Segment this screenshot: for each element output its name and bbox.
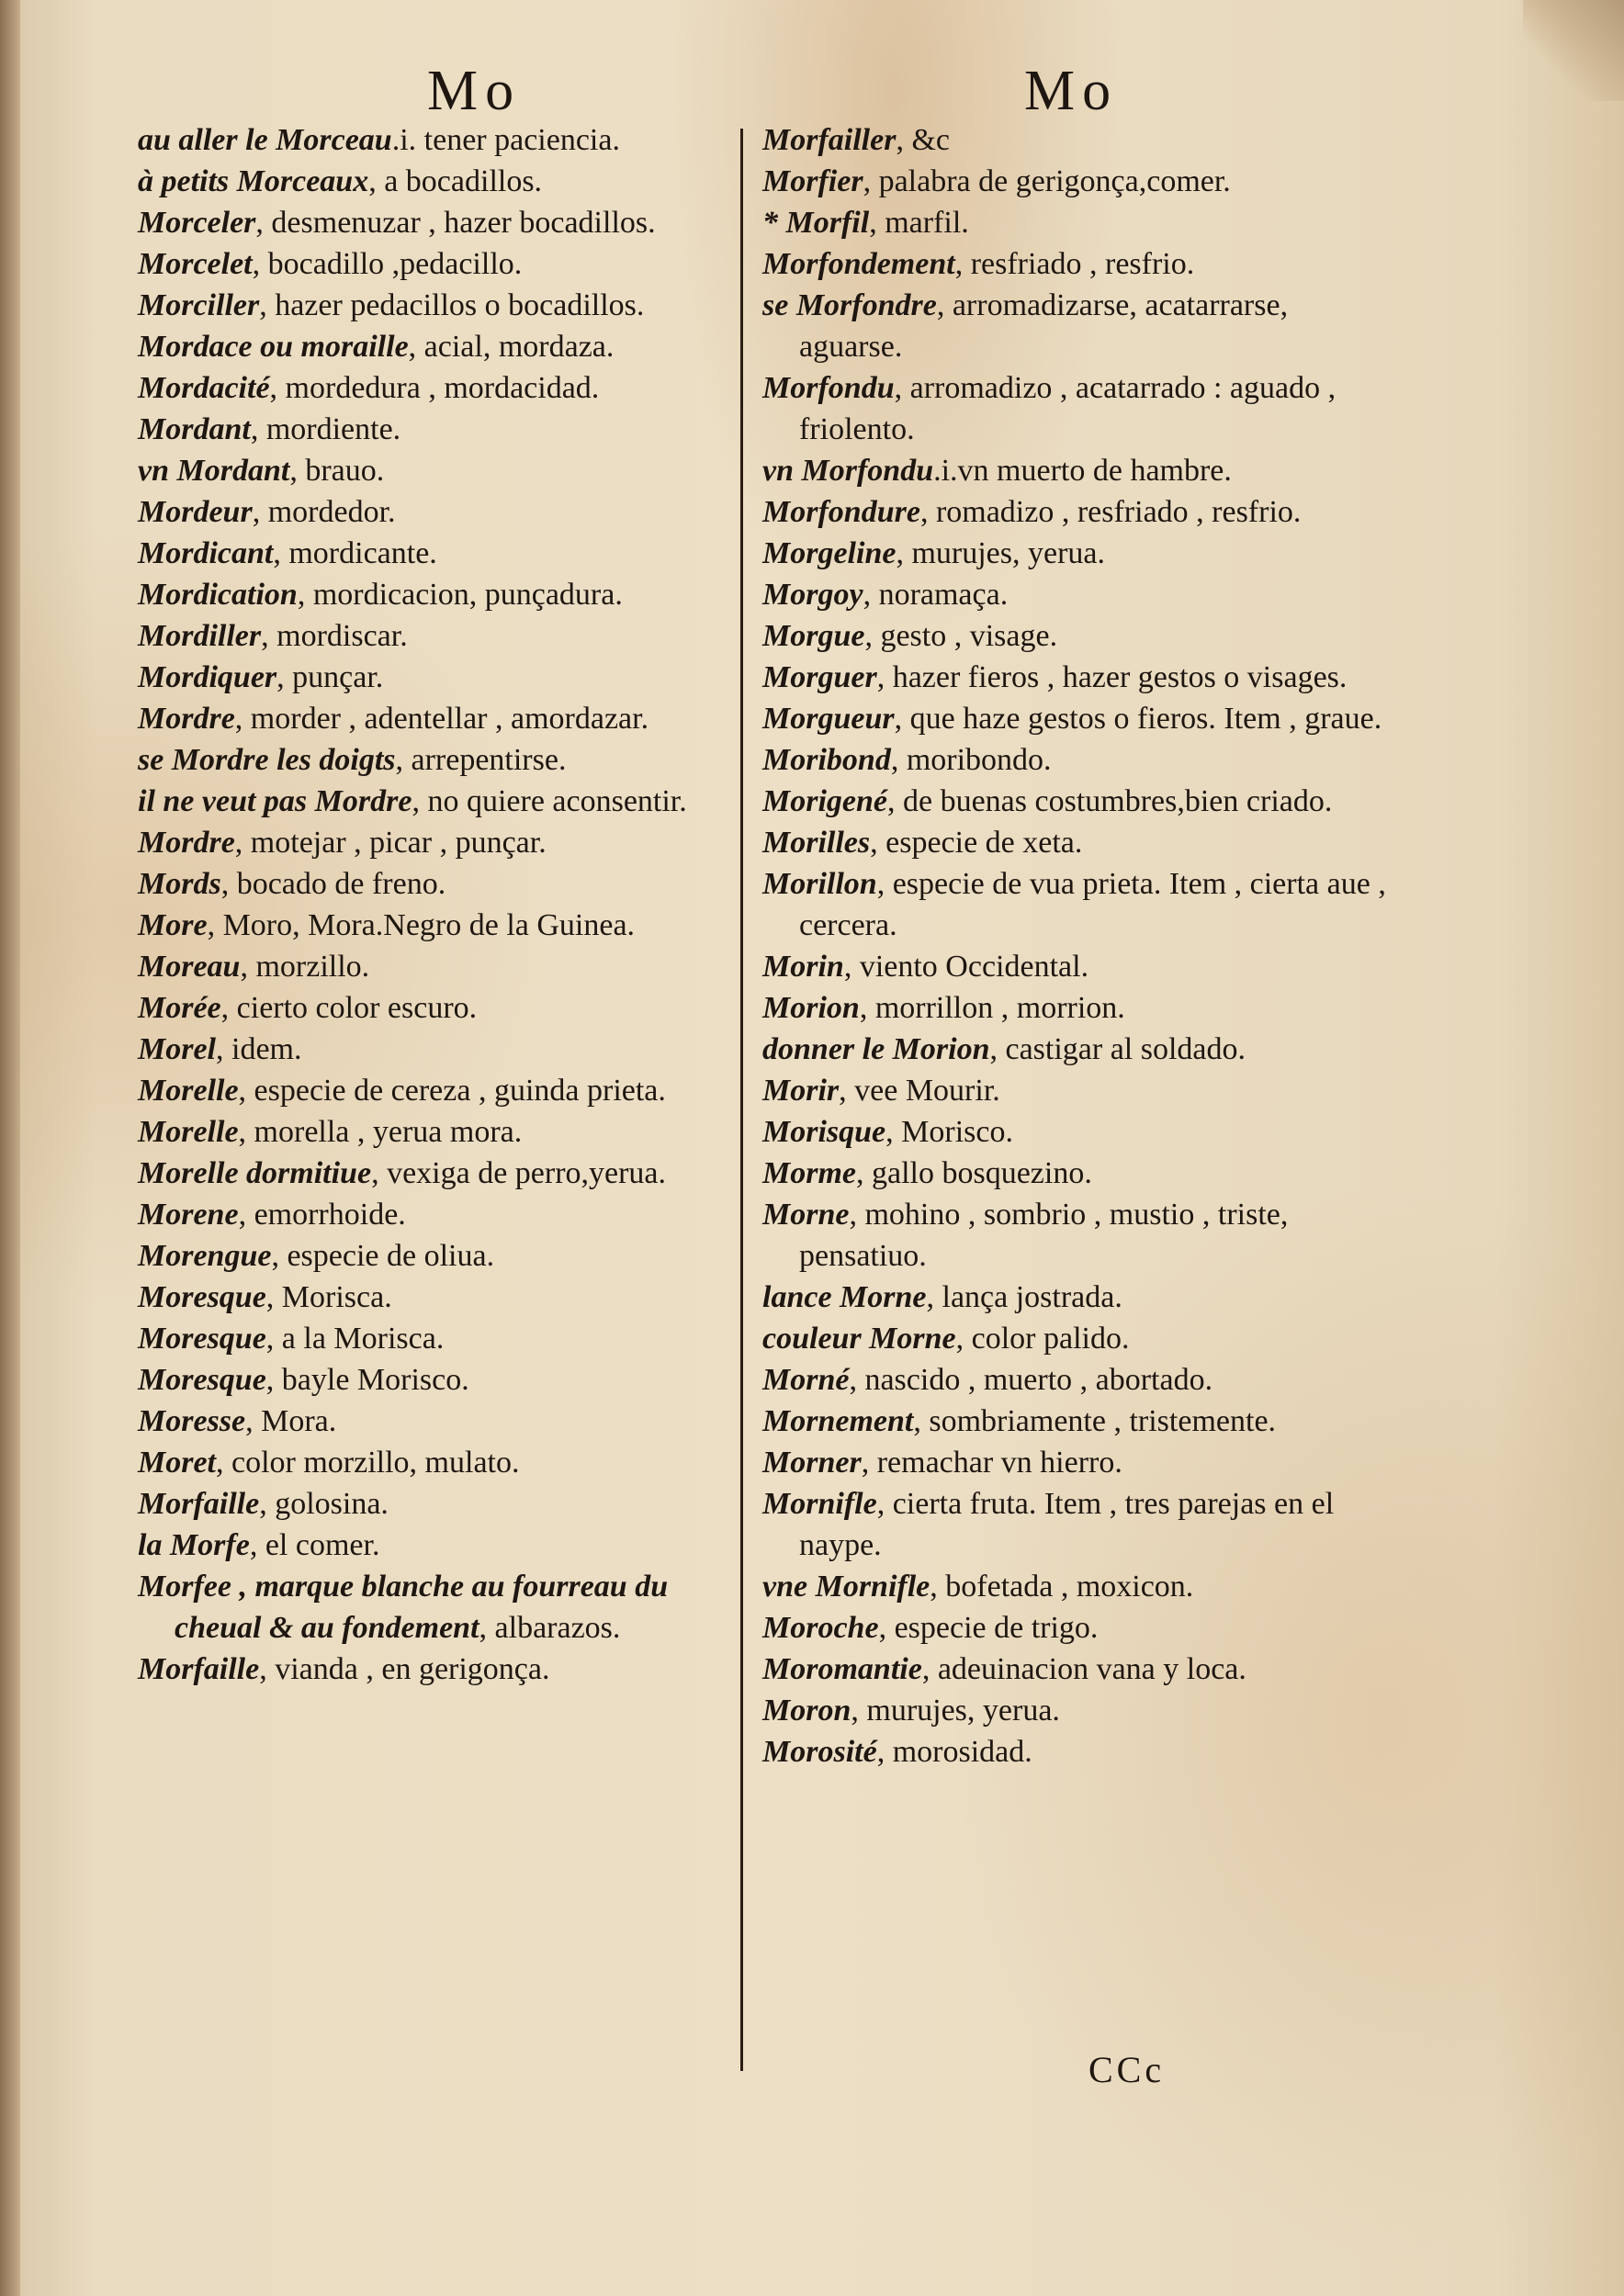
dictionary-entry: [762, 367, 1387, 450]
definition: , morzillo.: [240, 950, 370, 984]
dictionary-entry: [138, 822, 744, 863]
definition: , bocadillo ,pedacillo.: [252, 247, 523, 281]
dictionary-entry: [762, 202, 1387, 243]
headword: Morion: [762, 991, 860, 1025]
headword: se Morfondre: [762, 288, 937, 322]
definition: , morrillon , morrion.: [859, 991, 1125, 1025]
dictionary-entry: [762, 822, 1387, 863]
headword: More: [138, 908, 208, 942]
definition: .i. tener paciencia.: [391, 123, 620, 157]
definition: , especie de trigo.: [878, 1611, 1099, 1645]
headword: Mordeur: [138, 495, 253, 529]
definition: , remachar vn hierro.: [861, 1446, 1122, 1480]
dictionary-entry: [762, 1442, 1387, 1483]
definition: , bofetada , moxicon.: [930, 1570, 1194, 1604]
definition: , vee Mourir.: [839, 1074, 1000, 1108]
definition: , mordedura , mordacidad.: [269, 371, 600, 405]
headword: Morillon: [762, 867, 877, 901]
dictionary-entry: [138, 326, 744, 367]
headword: Morme: [762, 1156, 856, 1190]
definition: , Mora.: [245, 1404, 337, 1438]
dictionary-entry: [762, 1359, 1387, 1401]
definition: , morosidad.: [876, 1735, 1032, 1769]
definition: , emorrhoide.: [238, 1198, 406, 1232]
headword: donner le Morion: [762, 1032, 990, 1066]
definition: , adeuinacion vana y loca.: [921, 1652, 1246, 1686]
definition: , palabra de gerigonça,comer.: [863, 164, 1231, 198]
definition: , a bocadillos.: [368, 164, 543, 198]
definition: , murujes, yerua.: [896, 536, 1105, 570]
definition: , bayle Morisco.: [265, 1363, 469, 1397]
definition: , mordicante.: [273, 536, 437, 570]
headword: la Morfe: [138, 1528, 250, 1562]
dictionary-entry: [138, 1483, 744, 1525]
definition: , mohino , sombrio , mustio , triste, pensatiuo.: [799, 1198, 1289, 1273]
dictionary-entry: [138, 1649, 744, 1690]
dictionary-entry: [762, 1153, 1387, 1194]
definition: , Morisco.: [885, 1115, 1013, 1149]
headword: Morner: [762, 1446, 862, 1480]
dictionary-entry: [762, 698, 1387, 739]
definition: , que haze gestos o fieros. Item , graue.: [894, 702, 1382, 736]
definition: , especie de oliua.: [271, 1239, 495, 1273]
dictionary-entry: [762, 491, 1387, 533]
definition: , Morisca.: [265, 1280, 392, 1314]
definition: , viento Occidental.: [843, 950, 1089, 984]
definition: , color palido.: [955, 1322, 1130, 1356]
definition: , brauo.: [289, 454, 385, 488]
headword: Morgue: [762, 619, 865, 653]
headword: Morosité: [762, 1735, 877, 1769]
headword: Mordre: [138, 702, 235, 736]
dictionary-entry: [762, 615, 1387, 657]
definition: , motejar , picar , punçar.: [234, 826, 547, 860]
definition: , albarazos.: [479, 1611, 621, 1645]
definition: , desmenuzar , hazer bocadillos.: [255, 206, 656, 240]
definition: , morder , adentellar , amordazar.: [234, 702, 649, 736]
headword: Morfondure: [762, 495, 920, 529]
dictionary-entry: [138, 1401, 744, 1442]
headword: Moresque: [138, 1363, 266, 1397]
definition: , lança jostrada.: [926, 1280, 1122, 1314]
dictionary-entry: [138, 1070, 744, 1111]
headword: Morfaille: [138, 1652, 260, 1686]
definition: , cierta fruta. Item , tres parejas en el naype.: [799, 1487, 1335, 1562]
dictionary-entry: [762, 1111, 1387, 1153]
dictionary-entry: [138, 533, 744, 574]
dictionary-entry: [762, 739, 1387, 781]
dictionary-entry: [138, 161, 744, 202]
dictionary-entry: [762, 161, 1387, 202]
headword: Moron: [762, 1694, 851, 1728]
definition: , marfil.: [869, 206, 969, 240]
dictionary-entry: [762, 863, 1387, 946]
definition: , moribondo.: [890, 743, 1052, 777]
dictionary-entry: [762, 987, 1387, 1029]
dictionary-entry: [138, 987, 744, 1029]
dictionary-entry: [138, 119, 744, 161]
dictionary-entry: [138, 1111, 744, 1153]
definition: , acial, mordaza.: [408, 330, 615, 364]
headword: Mordre: [138, 826, 235, 860]
dictionary-entry: [138, 367, 744, 409]
page-gutter-edge: [0, 0, 20, 2296]
definition: , a la Morisca.: [265, 1322, 445, 1356]
headword: Morir: [762, 1074, 840, 1108]
dictionary-entry: [138, 574, 744, 615]
dictionary-entry: [138, 285, 744, 326]
headword: Mordace ou moraille: [138, 330, 409, 364]
definition: , vexiga de perro,yerua.: [371, 1156, 667, 1190]
headword: Morceler: [138, 206, 256, 240]
headword: Moroche: [762, 1611, 879, 1645]
headword: Morfaille: [138, 1487, 260, 1521]
dictionary-entry: [138, 1277, 744, 1318]
headword: Moret: [138, 1446, 216, 1480]
dictionary-entry: [762, 243, 1387, 285]
headword: Mordicant: [138, 536, 274, 570]
definition: , mordiscar.: [261, 619, 408, 653]
dictionary-entry: [762, 1690, 1387, 1731]
definition: , noramaça.: [863, 578, 1009, 612]
headword: Morelle dormitiue: [138, 1156, 372, 1190]
dictionary-entry: [138, 491, 744, 533]
dictionary-entry: [762, 1070, 1387, 1111]
dictionary-entry: [138, 1359, 744, 1401]
dictionary-entry: [138, 657, 744, 698]
headword: Morfondu: [762, 371, 895, 405]
headword: Morné: [762, 1363, 850, 1397]
headword: vn Morfondu: [762, 454, 934, 488]
headword: Morin: [762, 950, 844, 984]
headword: vne Mornifle: [762, 1570, 930, 1604]
dictionary-entry: [138, 243, 744, 285]
definition: .i.vn muerto de hambre.: [933, 454, 1232, 488]
dictionary-entry: [138, 202, 744, 243]
definition: , bocado de freno.: [220, 867, 446, 901]
headword: vn Mordant: [138, 454, 290, 488]
definition: , arromadizo , acatarrado : aguado , friolento.: [799, 371, 1336, 446]
headword: Morisque: [762, 1115, 886, 1149]
headword: Morgueur: [762, 702, 895, 736]
signature-mark: CCc: [1088, 2049, 1166, 2090]
headword: Mords: [138, 867, 221, 901]
right-running-head: Mo: [1024, 60, 1119, 122]
dictionary-entry: [138, 946, 744, 987]
headword: Moresse: [138, 1404, 246, 1438]
headword: Mordiquer: [138, 660, 277, 694]
headword: Morelle: [138, 1115, 239, 1149]
definition: , romadizo , resfriado , resfrio.: [919, 495, 1302, 529]
headword: il ne veut pas Mordre: [138, 784, 412, 818]
dictionary-entry: [762, 1277, 1387, 1318]
dictionary-entry: [762, 1029, 1387, 1070]
left-running-head: Mo: [427, 60, 522, 122]
definition: , vianda , en gerigonça.: [259, 1652, 550, 1686]
dictionary-entry: [762, 450, 1387, 491]
dictionary-entry: [138, 781, 744, 822]
headword: Morigené: [762, 784, 887, 818]
dictionary-entry: [762, 1318, 1387, 1359]
headword: se Mordre les doigts: [138, 743, 396, 777]
definition: , murujes, yerua.: [851, 1694, 1060, 1728]
headword: Mordication: [138, 578, 298, 612]
definition: , especie de xeta.: [870, 826, 1083, 860]
dictionary-entry: [138, 1235, 744, 1277]
definition: , Moro, Mora.Negro de la Guinea.: [207, 908, 636, 942]
headword: à petits Morceaux: [138, 164, 369, 198]
headword: Morene: [138, 1198, 239, 1232]
definition: , hazer fieros , hazer gestos o visages.: [876, 660, 1348, 694]
definition: , golosina.: [259, 1487, 389, 1521]
dictionary-entry: [762, 119, 1387, 161]
headword: lance Morne: [762, 1280, 927, 1314]
headword: Morguer: [762, 660, 877, 694]
dictionary-entry: [138, 739, 744, 781]
dictionary-entry: [138, 1318, 744, 1359]
definition: , &c: [896, 123, 950, 157]
headword: Morgeline: [762, 536, 897, 570]
left-entries: [138, 119, 744, 1690]
dictionary-entry: [762, 946, 1387, 987]
headword: Moromantie: [762, 1652, 922, 1686]
definition: , especie de cereza , guinda prieta.: [238, 1074, 666, 1108]
dictionary-entry: [138, 1566, 744, 1649]
definition: , idem.: [216, 1032, 302, 1066]
definition: , hazer pedacillos o bocadillos.: [259, 288, 645, 322]
dictionary-entry: [762, 781, 1387, 822]
headword: Mordiller: [138, 619, 262, 653]
definition: , no quiere aconsentir.: [412, 784, 687, 818]
headword: au aller le Morceau: [138, 123, 392, 157]
corner-fold: [1523, 0, 1624, 101]
headword: Morcelet: [138, 247, 253, 281]
dictionary-entry: [138, 409, 744, 450]
definition: , castigar al soldado.: [989, 1032, 1246, 1066]
definition: , arromadizarse, acatarrarse, aguarse.: [799, 288, 1289, 364]
definition: , sombriamente , tristemente.: [913, 1404, 1277, 1438]
definition: , gallo bosquezino.: [856, 1156, 1092, 1190]
dictionary-entry: [762, 285, 1387, 367]
headword: Moribond: [762, 743, 891, 777]
headword: Morfee , marque blanche au fourreau du cheual & au fondement: [138, 1570, 669, 1645]
headword: couleur Morne: [762, 1322, 956, 1356]
dictionary-entry: [762, 1731, 1387, 1773]
dictionary-entry: [138, 1194, 744, 1235]
headword: Mordacité: [138, 371, 270, 405]
definition: , nascido , muerto , abortado.: [849, 1363, 1213, 1397]
headword: Morengue: [138, 1239, 272, 1273]
headword: Morfondement: [762, 247, 955, 281]
definition: , mordicacion, punçadura.: [297, 578, 623, 612]
headword: Morilles: [762, 826, 871, 860]
headword: * Morfil: [762, 206, 870, 240]
headword: Morée: [138, 991, 221, 1025]
dictionary-entry: [138, 450, 744, 491]
dictionary-entry: [138, 1153, 744, 1194]
dictionary-entry: [762, 1649, 1387, 1690]
dictionary-entry: [138, 863, 744, 905]
dictionary-entry: [138, 615, 744, 657]
definition: , el comer.: [249, 1528, 380, 1562]
headword: Morelle: [138, 1074, 239, 1108]
definition: , cierto color escuro.: [220, 991, 478, 1025]
dictionary-entry: [762, 1401, 1387, 1442]
definition: , gesto , visage.: [864, 619, 1058, 653]
headword: Morfier: [762, 164, 863, 198]
headword: Morgoy: [762, 578, 863, 612]
dictionary-entry: [762, 657, 1387, 698]
dictionary-entry: [138, 1442, 744, 1483]
definition: , arrepentirse.: [395, 743, 567, 777]
column-rule: [740, 129, 743, 2071]
dictionary-entry: [762, 533, 1387, 574]
dictionary-entry: [138, 1029, 744, 1070]
headword: Morciller: [138, 288, 260, 322]
headword: Moresque: [138, 1322, 266, 1356]
definition: , color morzillo, mulato.: [216, 1446, 520, 1480]
dictionary-entry: [762, 1566, 1387, 1607]
headword: Morel: [138, 1032, 216, 1066]
dictionary-entry: [762, 1607, 1387, 1649]
dictionary-entry: [138, 698, 744, 739]
headword: Moresque: [138, 1280, 266, 1314]
definition: , especie de vua prieta. Item , cierta aue , cercera.: [799, 867, 1386, 942]
dictionary-entry: [138, 905, 744, 946]
definition: , mordiente.: [250, 412, 401, 446]
headword: Mornement: [762, 1404, 914, 1438]
right-entries: [762, 119, 1387, 1773]
headword: Moreau: [138, 950, 241, 984]
dictionary-entry: [762, 574, 1387, 615]
dictionary-entry: [762, 1194, 1387, 1277]
definition: , punçar.: [276, 660, 384, 694]
headword: Morne: [762, 1198, 850, 1232]
definition: , resfriado , resfrio.: [954, 247, 1195, 281]
headword: Morfailler: [762, 123, 897, 157]
dictionary-entry: [762, 1483, 1387, 1566]
definition: , morella , yerua mora.: [238, 1115, 523, 1149]
headword: Mordant: [138, 412, 251, 446]
definition: , mordedor.: [252, 495, 396, 529]
definition: , de buenas costumbres,bien criado.: [887, 784, 1333, 818]
headword: Mornifle: [762, 1487, 877, 1521]
dictionary-entry: [138, 1525, 744, 1566]
